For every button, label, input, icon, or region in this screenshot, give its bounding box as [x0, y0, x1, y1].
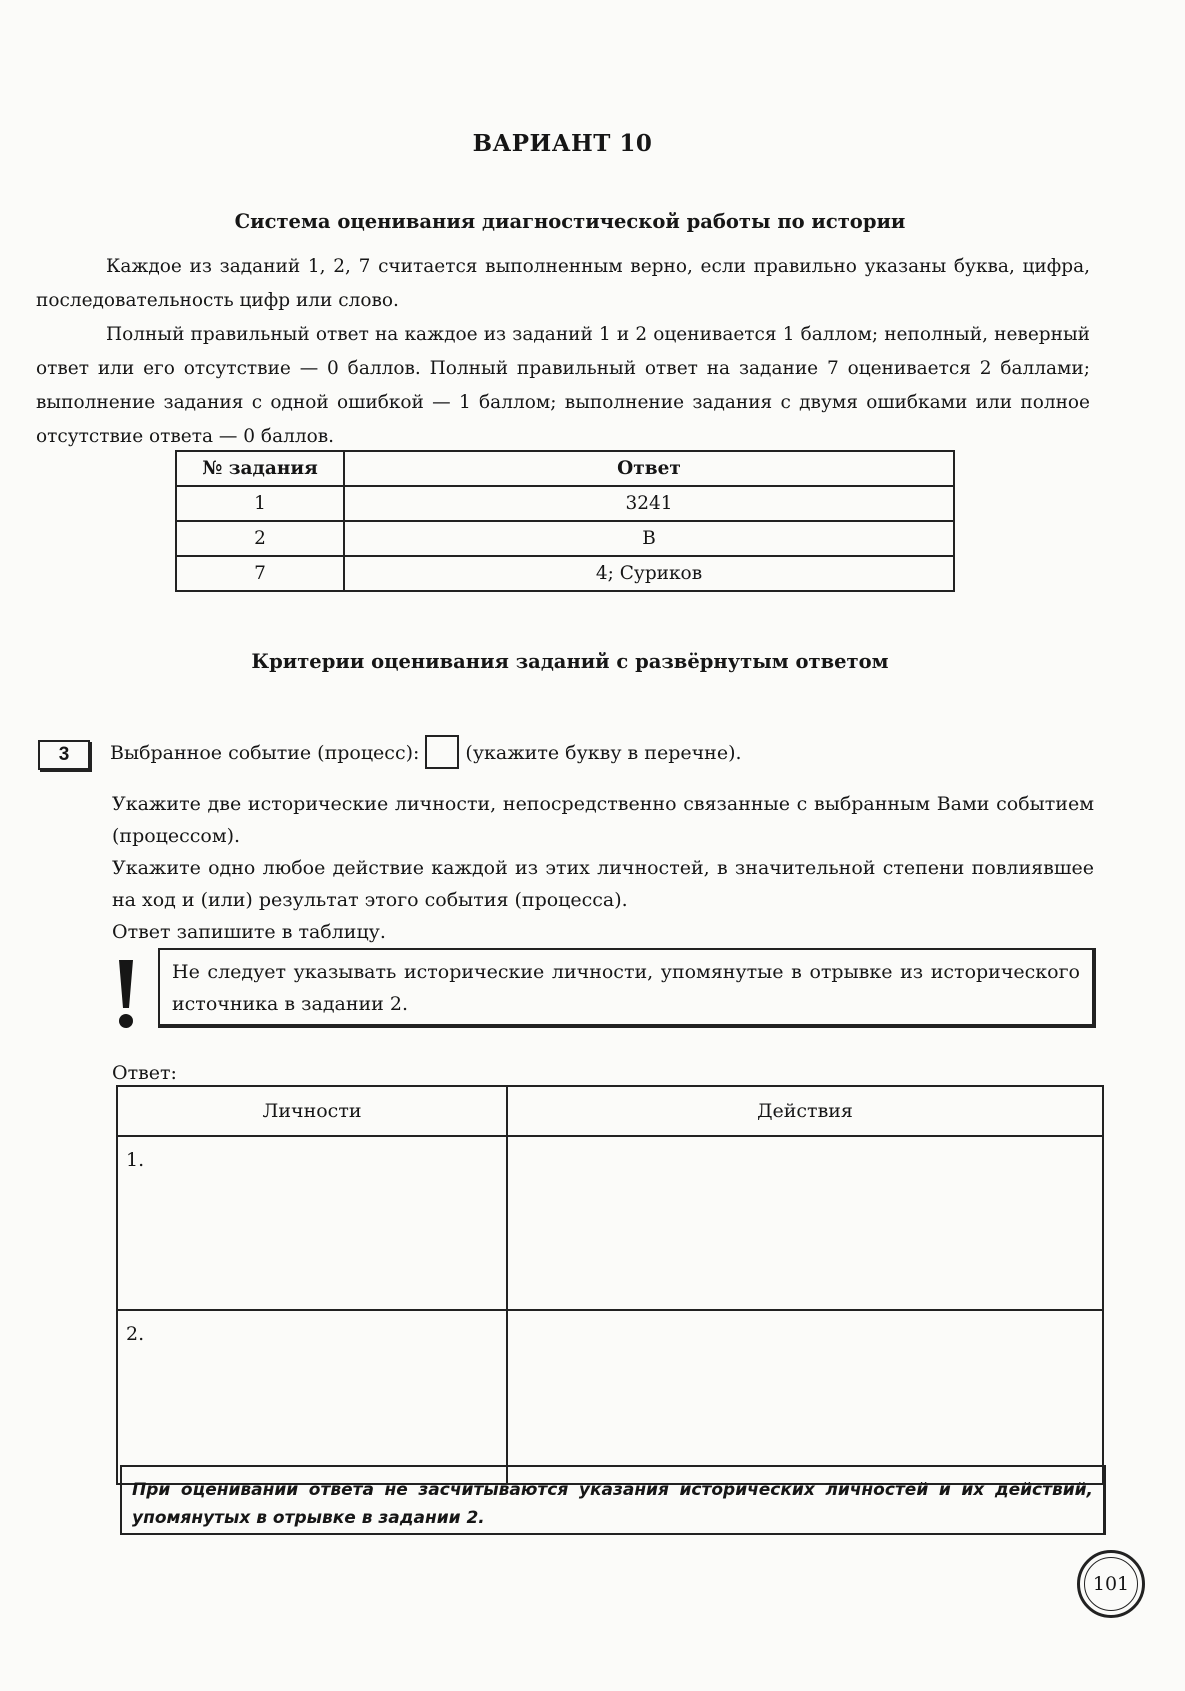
answer-cell: 4; Суриков: [344, 556, 954, 591]
persons-table-header: [117, 1086, 1103, 1136]
table-row: [176, 521, 954, 556]
letter-answer-box[interactable]: [425, 735, 459, 769]
column-header-actions: Действия: [507, 1086, 1103, 1136]
variant-title: ВАРИАНТ 10: [472, 130, 653, 157]
selected-event-line: [110, 738, 742, 769]
column-header-answer: Ответ: [344, 451, 954, 486]
warning-note: Не следует указывать исторические личности, упомянутые в отрывке из исторического источника в задании 2.: [158, 948, 1096, 1028]
table-row: [117, 1310, 1103, 1484]
answers-table-header: [176, 451, 954, 486]
criteria-section-title: Критерии оценивания заданий с развёрнутым ответом: [251, 650, 889, 673]
answer-label: Ответ:: [112, 1062, 177, 1084]
table-row: [176, 486, 954, 521]
task-number-cell: 2: [176, 521, 344, 556]
instruction-line: Укажите одно любое действие каждой из этих личностей, в значительной степени повлиявшее на ход и (или) результат этого события (процесса).: [112, 857, 1094, 911]
scoring-rules: [36, 250, 1090, 454]
exclamation-icon: [110, 958, 142, 1030]
answer-cell: В: [344, 521, 954, 556]
selected-event-hint: (укажите букву в перечне).: [465, 742, 742, 764]
action-cell[interactable]: [507, 1136, 1103, 1310]
persons-actions-table: [116, 1085, 1104, 1485]
selected-event-label: Выбранное событие (процесс):: [110, 742, 420, 764]
page-number: 101: [1084, 1557, 1138, 1611]
task-number-cell: 1: [176, 486, 344, 521]
page-number-badge: [1077, 1550, 1145, 1618]
scoring-paragraph: Полный правильный ответ на каждое из заданий 1 и 2 оценивается 1 баллом; неполный, неверный ответ или его отсутствие — 0 баллов. Полный правильный ответ на задание 7 оценивается 2 баллами; выполнение задания с одной ошибкой — 1 баллом; выполнение задания с двумя ошибками или полное отсутствие ответа — 0 баллов.: [36, 324, 1090, 447]
answer-cell: 3241: [344, 486, 954, 521]
scoring-paragraph: Каждое из заданий 1, 2, 7 считается выполненным верно, если правильно указаны буква, цифра, последовательность цифр или слово.: [36, 256, 1090, 311]
task-number-cell: 7: [176, 556, 344, 591]
person-cell[interactable]: 2.: [117, 1310, 507, 1484]
task-number-badge: 3: [38, 740, 90, 770]
person-cell[interactable]: 1.: [117, 1136, 507, 1310]
table-row: [117, 1136, 1103, 1310]
scoring-section-title: Система оценивания диагностической работы по истории: [234, 210, 906, 233]
column-header-task-number: № задания: [176, 451, 344, 486]
column-header-persons: Личности: [117, 1086, 507, 1136]
action-cell[interactable]: [507, 1310, 1103, 1484]
criteria-note: При оценивании ответа не засчитываются указания исторических личностей и их действий, упомянутых в отрывке в задании 2.: [120, 1465, 1106, 1535]
instruction-line: Укажите две исторические личности, непосредственно связанные с выбранным Вами событием (процессом).: [112, 793, 1094, 847]
instruction-line: Ответ запишите в таблицу.: [112, 921, 386, 943]
answers-table: [175, 450, 955, 592]
table-row: [176, 556, 954, 591]
task-instructions: [112, 788, 1094, 948]
